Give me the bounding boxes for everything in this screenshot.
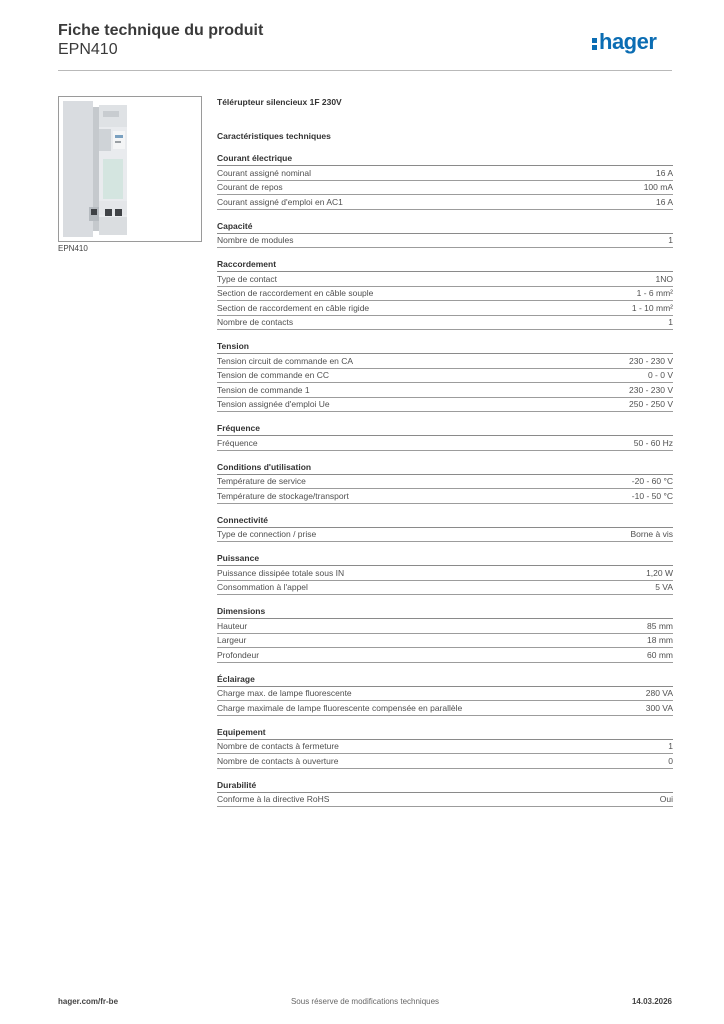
spec-row	[217, 687, 673, 702]
section-title: Éclairage	[217, 673, 673, 687]
spec-label: Tension de commande en CC	[217, 370, 329, 381]
spec-value: 1	[668, 741, 673, 752]
spec-value: -20 - 60 °C	[631, 476, 673, 487]
modular-switch-illustration	[59, 97, 201, 241]
spec-row	[217, 436, 673, 451]
spec-value: 60 mm	[647, 649, 673, 660]
spec-section	[217, 552, 673, 595]
spec-value: 230 - 230 V	[629, 355, 673, 366]
spec-label: Tension circuit de commande en CA	[217, 355, 354, 366]
spec-section	[217, 340, 673, 412]
spec-label: Type de contact	[217, 273, 278, 284]
spec-section	[217, 673, 673, 716]
spec-value: 85 mm	[647, 620, 673, 631]
section-title: Capacité	[217, 220, 673, 234]
spec-row	[217, 581, 673, 596]
section-title: Tension	[217, 340, 673, 354]
logo-text: hager	[599, 29, 657, 54]
specification-sections	[217, 152, 673, 807]
spec-section	[217, 422, 673, 451]
spec-row	[217, 287, 673, 302]
section-title: Puissance	[217, 552, 673, 566]
spec-row	[217, 234, 673, 249]
spec-value: 1	[668, 235, 673, 246]
spec-value: 1	[668, 317, 673, 328]
spec-label: Conforme à la directive RoHS	[217, 794, 330, 805]
section-title: Dimensions	[217, 605, 673, 619]
spec-label: Type de connection / prise	[217, 529, 317, 540]
spec-row	[217, 354, 673, 369]
spec-label: Fréquence	[217, 437, 258, 448]
spec-row	[217, 566, 673, 581]
spec-row	[217, 301, 673, 316]
spec-value: 230 - 230 V	[629, 384, 673, 395]
spec-value: 1 - 6 mm²	[636, 288, 673, 299]
spec-label: Hauteur	[217, 620, 248, 631]
document-title: Fiche technique du produit	[58, 22, 264, 39]
spec-row	[217, 619, 673, 634]
spec-value: 1 - 10 mm²	[631, 302, 673, 313]
spec-row	[217, 369, 673, 384]
spec-label: Section de raccordement en câble souple	[217, 288, 374, 299]
spec-label: Température de service	[217, 476, 306, 487]
spec-value: 5 VA	[655, 582, 673, 593]
spec-value: 16 A	[655, 196, 673, 207]
section-title: Durabilité	[217, 779, 673, 793]
spec-row	[217, 383, 673, 398]
spec-label: Consommation à l'appel	[217, 582, 308, 593]
spec-row	[217, 398, 673, 413]
spec-section	[217, 514, 673, 543]
spec-section	[217, 605, 673, 663]
section-title: Courant électrique	[217, 152, 673, 166]
spec-row	[217, 166, 673, 181]
spec-label: Profondeur	[217, 649, 260, 660]
spec-label: Courant de repos	[217, 182, 283, 193]
spec-row	[217, 648, 673, 663]
spec-row	[217, 528, 673, 543]
spec-section	[217, 779, 673, 808]
spec-row	[217, 181, 673, 196]
technical-characteristics-title: Caractéristiques techniques	[217, 131, 331, 141]
spec-value: 1NO	[655, 273, 673, 284]
spec-section	[217, 726, 673, 769]
spec-label: Nombre de contacts à fermeture	[217, 741, 339, 752]
page-header	[58, 20, 672, 71]
spec-value: 50 - 60 Hz	[633, 437, 673, 448]
section-title: Raccordement	[217, 258, 673, 272]
footer-disclaimer: Sous réserve de modifications techniques	[290, 997, 440, 1006]
section-title: Connectivité	[217, 514, 673, 528]
spec-label: Courant assigné nominal	[217, 167, 312, 178]
spec-row	[217, 475, 673, 490]
spec-row	[217, 634, 673, 649]
spec-label: Courant assigné d'emploi en AC1	[217, 196, 343, 207]
spec-value: 0 - 0 V	[647, 370, 673, 381]
spec-section	[217, 152, 673, 210]
specification-content	[217, 96, 673, 817]
spec-value: 100 mA	[643, 182, 673, 193]
spec-row	[217, 272, 673, 287]
spec-row	[217, 316, 673, 331]
spec-value: 300 VA	[645, 702, 673, 713]
section-title: Fréquence	[217, 422, 673, 436]
photo-caption: EPN410	[58, 244, 88, 253]
spec-value: 0	[668, 755, 673, 766]
spec-value: Borne à vis	[630, 529, 673, 540]
section-title: Equipement	[217, 726, 673, 740]
spec-label: Tension assignée d'emploi Ue	[217, 399, 330, 410]
spec-row	[217, 701, 673, 716]
spec-label: Nombre de contacts	[217, 317, 294, 328]
spec-label: Nombre de modules	[217, 235, 294, 246]
spec-label: Section de raccordement en câble rigide	[217, 302, 370, 313]
spec-label: Charge maximale de lampe fluorescente compensée en parallèle	[217, 702, 463, 713]
spec-section	[217, 461, 673, 504]
spec-label: Charge max. de lampe fluorescente	[217, 688, 352, 699]
footer-date: 14.03.2026	[631, 997, 672, 1006]
spec-label: Température de stockage/transport	[217, 490, 349, 501]
spec-value: -10 - 50 °C	[631, 490, 673, 501]
page-footer	[58, 997, 672, 1011]
spec-value: 280 VA	[645, 688, 673, 699]
spec-row	[217, 740, 673, 755]
spec-row	[217, 754, 673, 769]
spec-label: Nombre de contacts à ouverture	[217, 755, 339, 766]
spec-label: Puissance dissipée totale sous IN	[217, 567, 345, 578]
spec-value: 1,20 W	[646, 567, 673, 578]
product-reference: EPN410	[58, 41, 118, 58]
spec-section	[217, 220, 673, 249]
hager-logo	[592, 24, 672, 56]
spec-row	[217, 793, 673, 808]
spec-value: Oui	[659, 794, 673, 805]
spec-value: 250 - 250 V	[629, 399, 673, 410]
spec-value: 16 A	[655, 167, 673, 178]
spec-value: 18 mm	[647, 635, 673, 646]
product-name: Télérupteur silencieux 1F 230V	[217, 97, 342, 107]
section-title: Conditions d'utilisation	[217, 461, 673, 475]
spec-row	[217, 489, 673, 504]
spec-label: Largeur	[217, 635, 247, 646]
spec-label: Tension de commande 1	[217, 384, 310, 395]
product-photo	[58, 96, 202, 242]
spec-section	[217, 258, 673, 330]
spec-row	[217, 195, 673, 210]
footer-website: hager.com/fr-be	[58, 997, 119, 1006]
